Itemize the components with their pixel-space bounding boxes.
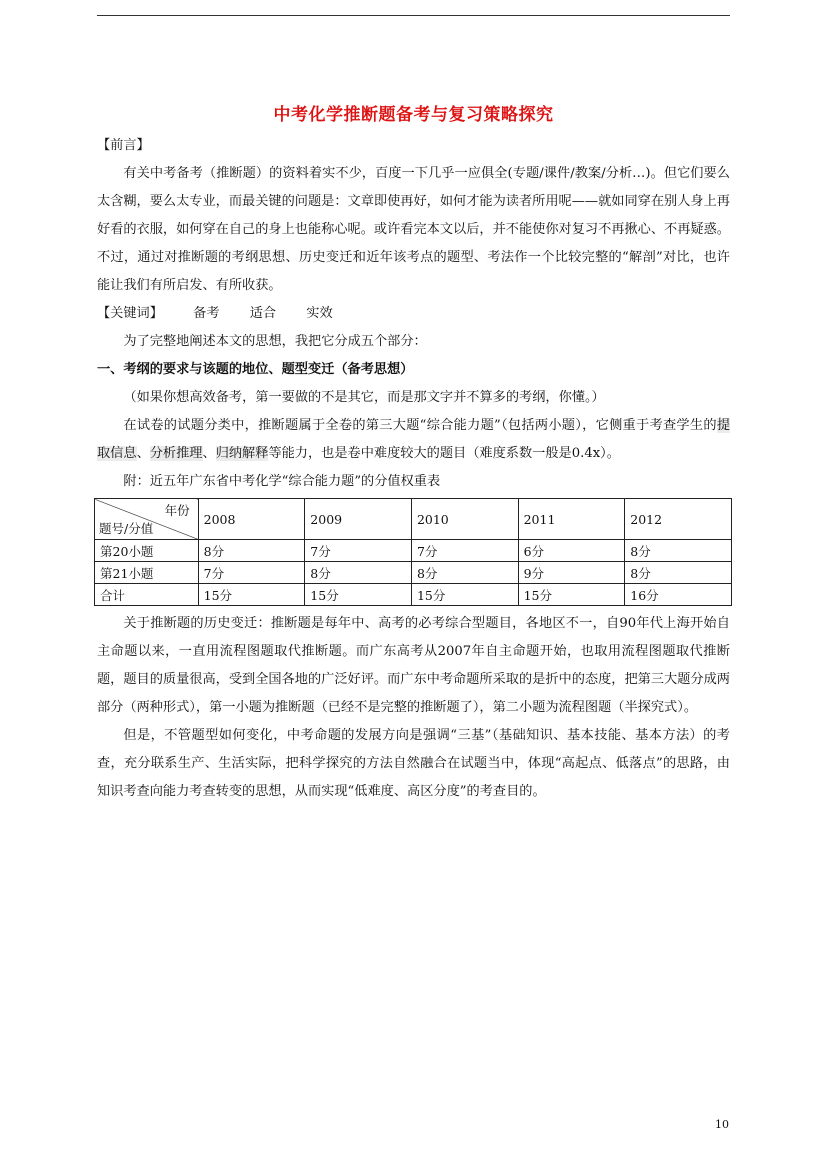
section-1-heading: 一、考纲的要求与该题的地位、题型变迁（备考思想） (97, 362, 414, 377)
table-cell: 8分 (411, 562, 518, 584)
keyword-item: 实效 (306, 306, 333, 321)
highlight-analyze-reason: 分析推理 (149, 446, 203, 461)
table-diagonal-header (95, 499, 199, 540)
table-year-cell: 2012 (625, 499, 732, 540)
header-row-label: 题号/分值 (99, 521, 154, 536)
keywords-label: 【关键词】 (97, 306, 163, 321)
table-cell: 15分 (411, 584, 518, 606)
table-row-label: 合计 (95, 584, 199, 606)
table-cell: 6分 (518, 540, 625, 562)
text-run: 在试卷的试题分类中，推断题属于全卷的第三大题“综合能力题”（包括两小题），它侧重于考查学生的 (123, 418, 717, 433)
table-cell: 8分 (625, 562, 732, 584)
text-run: 等能力，也是卷中难度较大的题目（难度系数一般是0.4x）。 (268, 446, 620, 461)
table-row (95, 584, 732, 606)
table-cell: 8分 (198, 540, 305, 562)
header-year-label: 年份 (164, 503, 190, 518)
table-cell: 15分 (518, 584, 625, 606)
table-cell: 9分 (518, 562, 625, 584)
highlight-summarize-explain: 归纳解释 (215, 446, 269, 461)
table-cell: 16分 (625, 584, 732, 606)
text-run: 、 (202, 446, 216, 461)
table-cell: 7分 (198, 562, 305, 584)
document-page (97, 100, 730, 806)
table-cell: 15分 (305, 584, 412, 606)
text-run: 、 (136, 446, 150, 461)
page-number: 10 (715, 1118, 729, 1131)
table-year-cell: 2011 (518, 499, 625, 540)
preface-heading: 【前言】 (97, 138, 150, 153)
intro-paragraph: 为了完整地阐述本文的思想，我把它分成五个部分： (123, 334, 427, 349)
keywords-line (97, 300, 730, 328)
table-row-label: 第20小题 (95, 540, 199, 562)
table-caption: 附：近五年广东省中考化学“综合能力题”的分值权重表 (123, 474, 441, 489)
preface-body: 有关中考备考（推断题）的资料着实不少，百度一下几乎一应俱全(专题/课件/教案/分析…)。但它们要么太含糊，要么太专业，而最关键的问题是：文章即使再好，如何才能为读者所用呢——就如同穿在别人身上再好看的衣服，如何穿在自己的身上也能称心呢。或许看完本文以后，并不能使你对复习不再揪心、不再疑惑。不过，通过对推断题的考纲思想、历史变迁和近年该考点的题型、考法作一个比较完整的“解剖”对比，也许能让我们有所启发、有所收获。 (97, 166, 730, 293)
table-cell: 8分 (625, 540, 732, 562)
keyword-item: 适合 (249, 306, 277, 321)
document-title: 中考化学推断题备考与复习策略探究 (273, 105, 554, 125)
table-header-row (95, 499, 732, 540)
conclusion-paragraph: 但是，不管题型如何变化，中考命题的发展方向是强调“三基”（基础知识、基本技能、基本方法）的考查，充分联系生产、生活实际，把科学探究的方法自然融合在试题当中，体现“高起点、低落点”的思路，由知识考查向能力考查转变的思想，从而实现“低难度、高区分度”的考查目的。 (97, 728, 730, 799)
table-year-cell: 2008 (198, 499, 305, 540)
history-paragraph: 关于推断题的历史变迁：推断题是每年中、高考的必考综合型题目，各地区不一，自90年代上海开始自主命题以来，一直用流程图题取代推断题。而广东高考从2007年自主命题开始，也取用流程图题取代推断题，题目的质量很高，受到全国各地的广泛好评。而广东中考命题所采取的是折中的态度，把第三大题分成两部分（两种形式），第一小题为推断题（已经不是完整的推断题了），第二小题为流程图题（半探究式）。 (97, 616, 730, 715)
table-row (95, 540, 732, 562)
table-year-cell: 2009 (305, 499, 412, 540)
highlight-extract-info: 提取信息 (97, 418, 730, 461)
table-year-cell: 2010 (411, 499, 518, 540)
table-row (95, 562, 732, 584)
keyword-item: 备考 (193, 306, 220, 321)
section-1-note: （如果你想高效备考，第一要做的不是其它，而是那文字并不算多的考纲，你懂。） (123, 390, 605, 405)
table-cell: 7分 (411, 540, 518, 562)
header-rule (97, 15, 730, 16)
table-cell: 15分 (198, 584, 305, 606)
table-row-label: 第21小题 (95, 562, 199, 584)
section-1-paragraph (97, 412, 730, 468)
score-weight-table (94, 498, 732, 606)
table-cell: 7分 (305, 540, 412, 562)
table-cell: 8分 (305, 562, 412, 584)
